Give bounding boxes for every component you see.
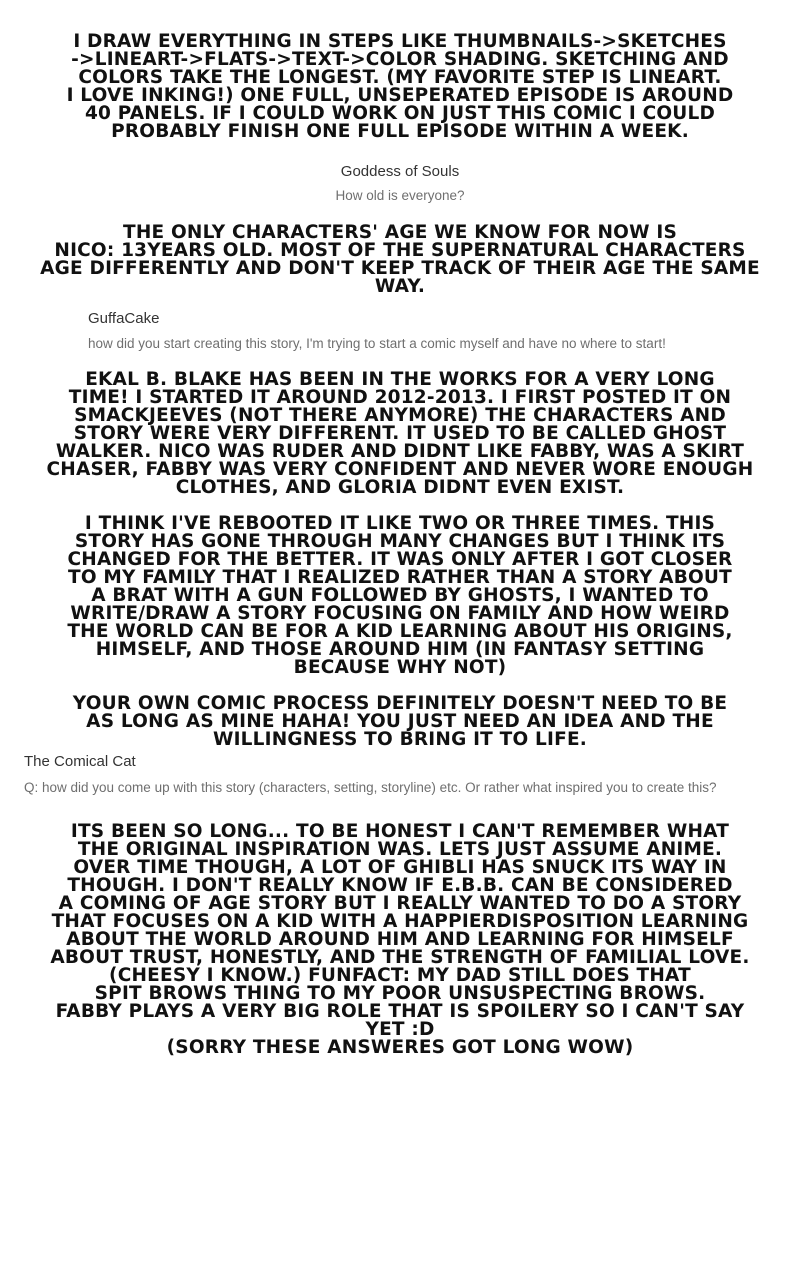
answer-process: I DRAW EVERYTHING IN STEPS LIKE THUMBNAILS->SKETCHES ->LINEART->FLATS->TEXT->COLOR SHADING. SKETCHING AND COLORS TAKE THE LONGEST. (MY FAVORITE STEP IS LINEART. I LOVE INKING!) ONE FULL, UNSEPERATED EPISODE IS AROUND 40 PANELS. IF I COULD WORK ON JUST THIS COMIC I COULD PROBABLY FINISH ONE FULL EPISODE WITHIN A WEEK. <box>66 31 734 142</box>
answer-reboot: I THINK I'VE REBOOTED IT LIKE TWO OR THREE TIMES. THIS STORY HAS GONE THROUGH MANY CHANGES BUT I THINK ITS CHANGED FOR THE BETTER. IT WAS ONLY AFTER I GOT CLOSER TO MY FAMILY THAT I REALIZED RATHER THAN A STORY ABOUT A BRAT WITH A GUN FOLLOWED BY GHOSTS, I WANTED TO WRITE/DRAW A STORY FOCUSING ON FAMILY AND HOW WEIRD THE WORLD CAN BE FOR A KID LEARNING ABOUT HIS ORIGINS, HIMSELF, AND THOSE AROUND HIM (IN FANTASY SETTING BECAUSE WHY NOT) <box>67 513 733 678</box>
question-author: Goddess of Souls <box>340 163 460 180</box>
answer-inspiration: ITS BEEN SO LONG... TO BE HONEST I CAN'T REMEMBER WHAT THE ORIGINAL INSPIRATION WAS. LETS JUST ASSUME ANIME. OVER TIME THOUGH, A LOT OF GHIBLI HAS SNUCK ITS WAY IN THOUGH. I DON'T REALLY KNOW IF E.B.B. CAN BE CONSIDERED A COMING OF AGE STORY BUT I REALLY WANTED TO DO A STORY THAT FOCUSES ON A KID WITH A HAPPIERDISPOSITION LEARNING ABOUT THE WORLD AROUND HIM AND LEARNING FOR HIMSELF ABOUT TRUST, HONESTLY, AND THE STRENGTH OF FAMILIAL LOVE. (CHEESY I KNOW.) FUNFACT: MY DAD STILL DOES THAT SPIT BROWS THING TO MY POOR UNSUSPECTING BROWS. FABBY PLAYS A VERY BIG ROLE THAT IS SPOILERY SO I CAN'T SAY YET :D (SORRY THESE ANSWERES GOT LONG WOW) <box>50 821 750 1058</box>
question-text: how did you start creating this story, I'm trying to start a comic myself and have no where to start! <box>88 336 666 351</box>
question-author: The Comical Cat <box>24 753 136 770</box>
question-author: GuffaCake <box>88 310 160 327</box>
question-text: How old is everyone? <box>335 188 465 203</box>
answer-advice: YOUR OWN COMIC PROCESS DEFINITELY DOESN'T NEED TO BE AS LONG AS MINE HAHA! YOU JUST NEED AN IDEA AND THE WILLINGNESS TO BRING IT TO LIFE. <box>72 693 728 750</box>
question-text: Q: how did you come up with this story (characters, setting, storyline) etc. Or rather what inspired you to create this? <box>24 780 717 795</box>
answer-ages: THE ONLY CHARACTERS' AGE WE KNOW FOR NOW IS NICO: 13YEARS OLD. MOST OF THE SUPERNATURAL CHARACTERS AGE DIFFERENTLY AND DON'T KEEP TRACK OF THEIR AGE THE SAME WAY. <box>40 222 760 297</box>
answer-history: EKAL B. BLAKE HAS BEEN IN THE WORKS FOR A VERY LONG TIME! I STARTED IT AROUND 2012-2013. I FIRST POSTED IT ON SMACKJEEVES (NOT THERE ANYMORE) THE CHARACTERS AND STORY WERE VERY DIFFERENT. IT USED TO BE CALLED GHOST WALKER. NICO WAS RUDER AND DIDNT LIKE FABBY, WAS A SKIRT CHASER, FABBY WAS VERY CONFIDENT AND NEVER WORE ENOUGH CLOTHES, AND GLORIA DIDNT EVEN EXIST. <box>46 369 754 498</box>
